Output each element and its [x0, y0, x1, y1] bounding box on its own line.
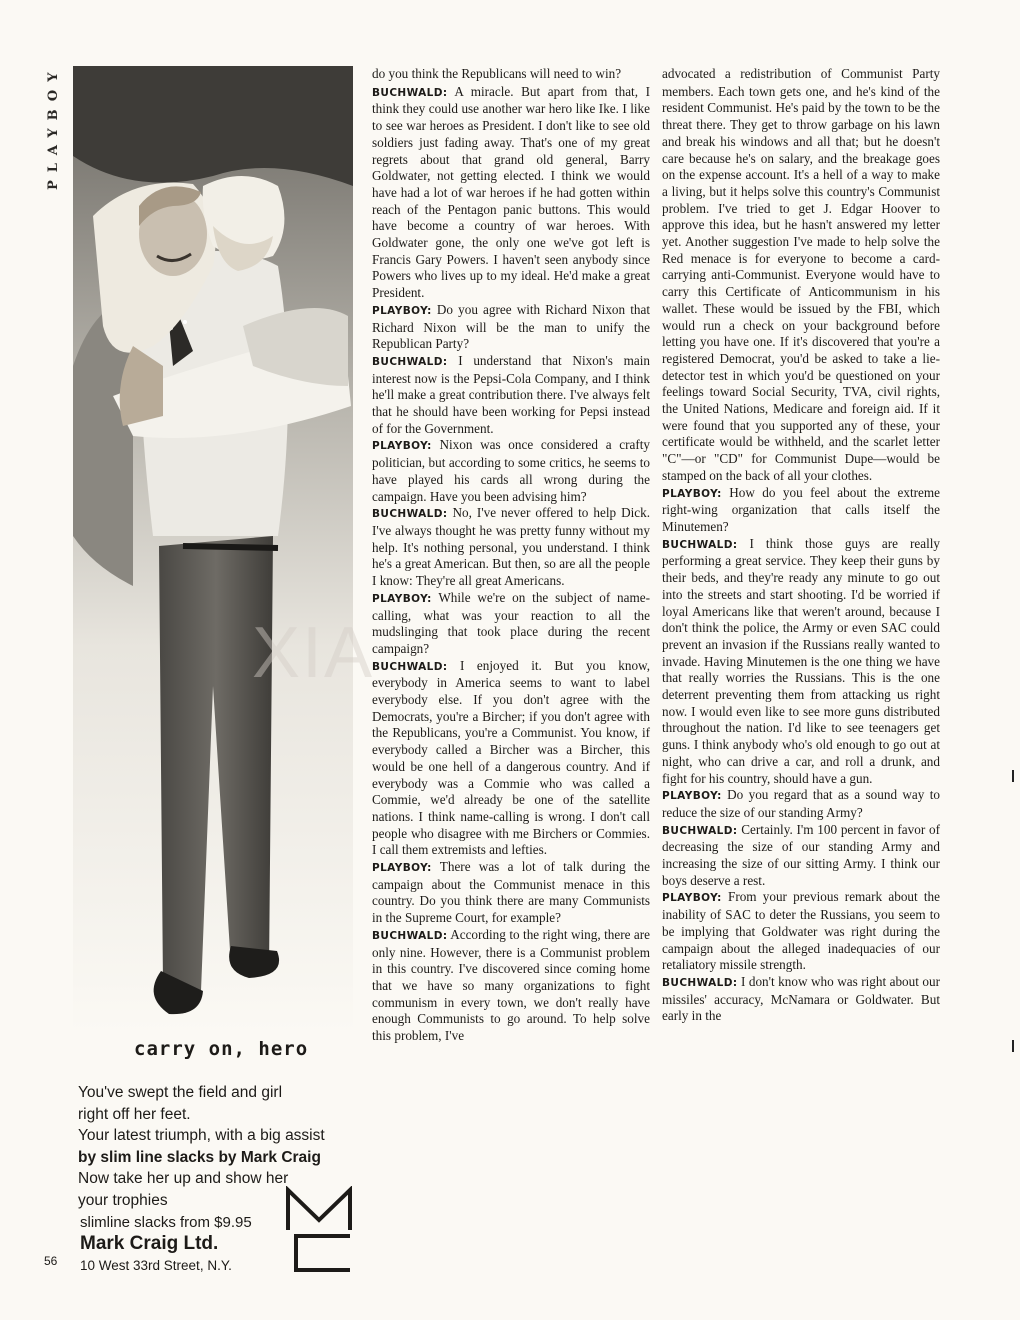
ad-photo	[73, 66, 353, 1034]
speaker-label: PLAYBOY:	[662, 790, 722, 803]
ad-caption: carry on, hero	[134, 1038, 309, 1060]
paragraph-text: Nixon was once considered a crafty politician, but according to some critics, he seems to have played his cards all wrong during the campaign. Have you been advising him?	[372, 437, 650, 504]
scan-watermark: XIA	[252, 613, 375, 693]
paragraph-text: I think those guys are really performing a great service. They keep their guns by their beds, and they're ready any minute to go out into the streets and start shooting. I'd be worried if loyal Americans like that weren't around, because I don't think the police, the Army or even SAC could prevent an invasion if the Russians really wanted to invade. Having Minutemen is the one thing we have that really worries the Russians. This is the one deterrent preventing them from attacking us right now. I would even like to see more guns distributed throughout the nation. I'd like to see teenagers get guns. I think anybody who's old enough to go out at night, who can drive a car, and roll a drunk, and fight for his country, should have a gun.	[662, 535, 940, 786]
paragraph-text: According to the right wing, there are only nine. However, there is a Communist problem in this country. I've discovered since coming home that we have so many organizations to fight communism in every town, we don't really have enough Communists to go around. To help solve this problem, I've	[372, 926, 650, 1044]
paragraph-text: I enjoyed it. But you know, everybody in America seems to want to label everybody else. If you don't agree with the Democrats, you're a Bircher; if you don't agree with the Republicans, you're a Communist. You know, if everybody called a Bircher was a Bircher, this would be one hell of a dangerous country. And if everybody was a Commie who was called a Commie, we'd already be one of the satellite nations. I think name-calling is wrong. I don't call people who disagree with me Birchers or Commies. I call them extremists and lefties.	[372, 657, 650, 858]
speaker-label: PLAYBOY:	[662, 892, 722, 905]
speaker-label: BUCHWALD:	[372, 355, 448, 368]
interview-paragraph	[372, 590, 650, 658]
ad-copy-line: You've swept the field and girl	[78, 1084, 283, 1101]
interview-paragraph	[372, 859, 650, 927]
paragraph-text: do you think the Republicans will need to win?	[372, 66, 622, 81]
interview-paragraph	[372, 353, 650, 438]
speaker-label: PLAYBOY:	[372, 440, 432, 453]
ad-copy-line: your trophies	[78, 1191, 168, 1209]
paragraph-text: Do you regard that as a sound way to reduce the size of our standing Army?	[662, 787, 940, 820]
paragraph-text: From your previous remark about the inability of SAC to deter the Russians, you seem to be implying that Goldwater was right during the campaign about the alleged inadequacies of our retaliatory missile strength.	[662, 889, 940, 973]
speaker-label: PLAYBOY:	[372, 304, 432, 317]
speaker-label: BUCHWALD:	[662, 976, 738, 989]
speaker-label: BUCHWALD:	[662, 824, 738, 837]
ad-assist-product: slim line slacks by Mark Craig	[100, 1148, 321, 1166]
speaker-label: PLAYBOY:	[662, 487, 722, 500]
couple-photo-illustration	[73, 66, 353, 1034]
mc-logo-icon	[284, 1186, 354, 1274]
ad-copy-line: Your latest triumph, with a big assist	[78, 1127, 325, 1144]
ad-copy-line: Now take her up and show her	[78, 1170, 289, 1187]
interview-paragraph	[372, 927, 650, 1045]
ad-brand-address: 10 West 33rd Street, N.Y.	[80, 1258, 232, 1273]
paragraph-text: While we're on the subject of name-calling, what was your reaction to all the mudslinging that took place during the recent campaign?	[372, 589, 650, 656]
paragraph-text: A miracle. But apart from that, I think they could use another war hero like Ike. I like to see war heroes as President. I don't like to see old soldiers just fading away. That's one of my great regrets about that grand old general, Barry Goldwater, not getting elected. I think we would have had a lot of war heroes if he had gotten within reach of the Pentagon panic buttons. This would have become a country of war heroes. With Goldwater gone, the only one we've got left is Francis Gary Powers. I haven't seen anybody since Powers who lives up to my ideal. He'd make a great President.	[372, 83, 650, 301]
speaker-label: BUCHWALD:	[372, 508, 448, 521]
interview-paragraph	[372, 505, 650, 590]
interview-paragraph	[662, 66, 940, 485]
ad-copy-line: right off her feet.	[78, 1105, 191, 1123]
interview-paragraph	[372, 66, 650, 84]
ad-assist-prefix: by	[78, 1148, 101, 1166]
speaker-label: BUCHWALD:	[372, 660, 448, 673]
interview-column-1	[372, 66, 650, 1045]
speaker-label: PLAYBOY:	[372, 592, 432, 605]
paragraph-text: No, I've never offered to help Dick. I've always thought he was pretty funny without my help. It's nothing personal, you understand. I think he's a great American. But then, so are all the people I know: They're all great Americans.	[372, 505, 650, 589]
interview-paragraph	[662, 485, 940, 536]
speaker-label: PLAYBOY:	[372, 862, 432, 875]
scan-edge-mark	[1012, 770, 1014, 782]
paragraph-text: Do you agree with Richard Nixon that Richard Nixon will be the man to unify the Republican Party?	[372, 301, 650, 352]
magazine-name: PLAYBOY	[46, 64, 61, 190]
ad-copy-assist-line	[78, 1147, 368, 1169]
paragraph-text: How do you feel about the extreme right-wing organization that calls itself the Minutemen?	[662, 484, 941, 534]
magazine-side-logo	[42, 62, 72, 192]
interview-paragraph	[662, 787, 940, 821]
interview-paragraph	[372, 302, 650, 353]
paragraph-text: I understand that Nixon's main interest now is the Pepsi-Cola Company, and I think he'll make a great contribution there. I've always felt that he should have been working for Pepsi instead of for the Government.	[372, 352, 651, 436]
paragraph-text: Certainly. I'm 100 percent in favor of decreasing the size of our standing Army and increasing the size of our sitting Army. I think our boys deserve a rest.	[662, 821, 940, 888]
page-number: 56	[44, 1254, 58, 1268]
scan-edge-mark	[1012, 1040, 1014, 1052]
paragraph-text: There was a lot of talk during the campaign about the Communist menace in this country. Do you think there are many Communists in the Supreme Court, for example?	[372, 859, 650, 926]
interview-column-2	[662, 66, 940, 1025]
paragraph-text: I don't know who was right about our missiles' accuracy, McNamara or Goldwater. But early in the	[662, 973, 940, 1024]
interview-paragraph	[662, 889, 940, 974]
paragraph-text: advocated a redistribution of Communist Party members. Each town gets one, and he's kind of the resident Communist. He's paid by the town to be the threat there. They get to throw garbage on his lawn and break his windows and all that; but he doesn't care because he's on salary, and the breakage goes on the expense account. It's a hell of a way to make a living, but it helps solve this country's Communist problem. I've tried to get J. Edgar Hoover to approve this idea, but he hasn't answered my letter yet. Another suggestion I've made to help solve the Red menace is for everyone to become a card-carrying anti-Communist. Everyone would have to carry this Certificate of Anticommunism in his wallet. These would be issued by the FBI, which would run a check on your background before letting you have one. If it's discovered that you're a registered Democrat, you'd be asked to take a lie-detector test in which you'd be questioned on your feelings toward Social Security, TVA, civil rights, the United Nations, Medicare and foreign aid. If it were found that you supported any of these, your certificate would be withheld, and the scarlet letter "C"—or "CD" for Communist Dupe—would be stamped on the back of all your clothes.	[662, 66, 940, 483]
speaker-label: BUCHWALD:	[372, 929, 448, 942]
ad-brand-name: Mark Craig Ltd.	[80, 1233, 219, 1254]
interview-paragraph	[662, 974, 940, 1025]
interview-paragraph	[662, 822, 940, 890]
interview-paragraph	[372, 437, 650, 505]
interview-paragraph	[662, 536, 940, 788]
speaker-label: BUCHWALD:	[662, 538, 738, 551]
ad-price-line: slimline slacks from $9.95	[80, 1214, 252, 1231]
interview-paragraph	[372, 658, 650, 859]
speaker-label: BUCHWALD:	[372, 86, 448, 99]
interview-paragraph	[372, 84, 650, 302]
